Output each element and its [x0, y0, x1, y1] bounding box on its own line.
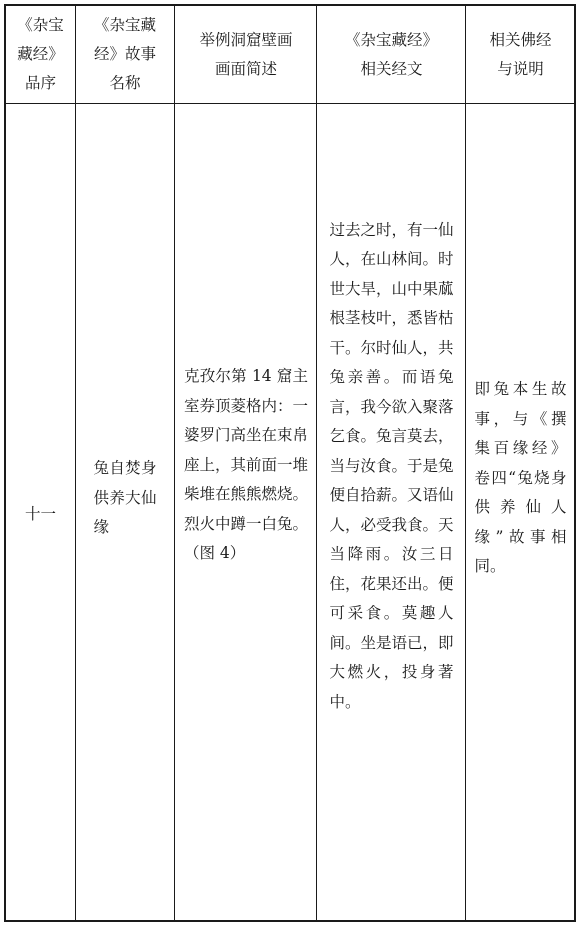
cell-sutra-text: [318, 105, 465, 920]
mural-description-value: 克孜尔第 14 窟主室券顶菱格内：一婆罗门高坐在束帛座上，其前面一堆柴堆在熊熊燃烧。烈火中蹲一白兔。（图 4）: [184, 367, 309, 563]
header-sutra-text: [318, 6, 465, 103]
story-name-value: 兔自焚身供养大仙缘: [93, 459, 157, 537]
header-related-sutras: [467, 6, 574, 103]
related-sutras-value: 即兔本生故事，与《撰集百缘经》卷四“兔烧身供养仙人缘”故事相同。: [474, 380, 567, 576]
sutra-comparison-table: [4, 4, 576, 922]
cell-related-sutras: [467, 105, 574, 920]
header-story-name: [76, 6, 174, 103]
header-text: 《杂宝 藏经》 品序: [17, 16, 64, 92]
column-divider: [465, 6, 466, 920]
column-divider: [174, 6, 175, 920]
cell-mural-description: [176, 105, 316, 920]
column-divider: [316, 6, 317, 920]
cell-story-name: [76, 105, 174, 920]
header-mural-description: [176, 6, 316, 103]
cell-chapter-order: [6, 105, 75, 920]
sutra-text-value: 过去之时，有一仙人，在山林间。时世大旱，山中果蓏根茎枝叶，悉皆枯干。尔时仙人，共兔亲善。而语兔言，我今欲入聚落乞食。兔言莫去，当与汝食。于是兔便自拾薪。又语仙人，必受我食。天当降雨。汝三日住，花果还出。便可采食。莫趣人间。坐是语已，即大燃火，投身著中。: [329, 220, 454, 711]
header-text: 举例洞窟壁画 画面简述: [199, 30, 293, 78]
chapter-order-value: 十一: [24, 504, 56, 523]
header-divider: [6, 103, 574, 104]
header-chapter-order: [6, 6, 75, 103]
header-text: 《杂宝藏 经》故事 名称: [93, 16, 156, 92]
header-text: 《杂宝藏经》 相关经文: [344, 30, 438, 78]
header-text: 相关佛经 与说明: [489, 30, 552, 78]
